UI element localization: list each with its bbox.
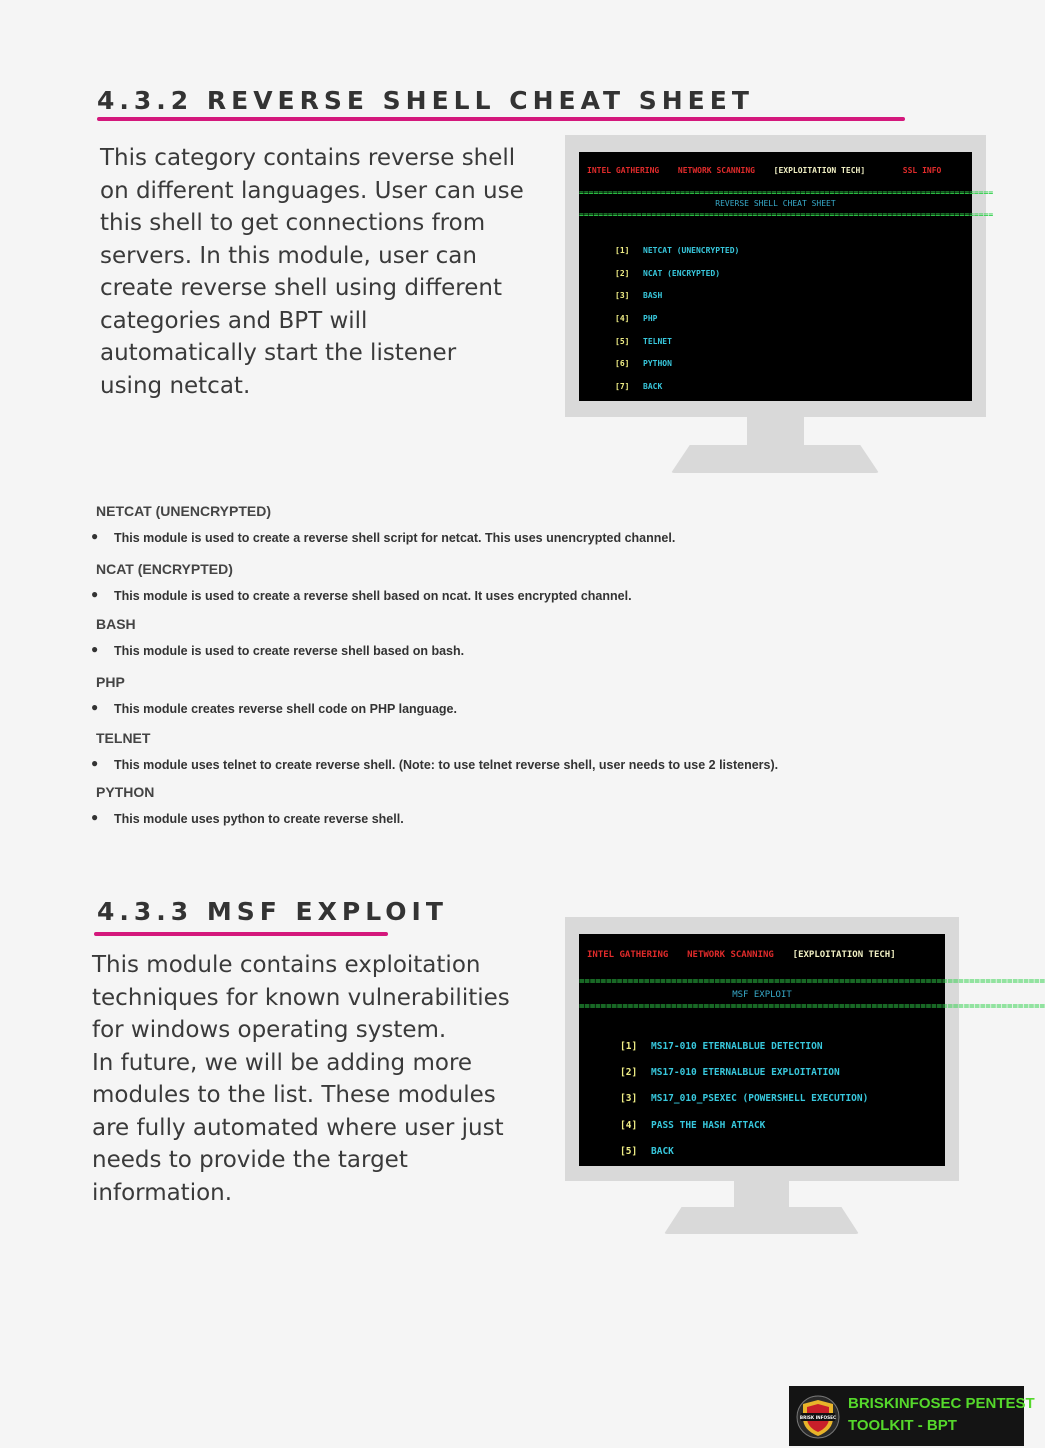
section-underline <box>94 932 388 936</box>
intro-line: In future, we will be adding more <box>92 1049 473 1076</box>
item-label: TELNET <box>643 337 672 346</box>
intro-line: this shell to get connections from <box>100 210 486 236</box>
item-key: [4] <box>620 1120 638 1131</box>
intro-line: This module contains exploitation <box>92 952 481 978</box>
module-desc: This module creates reverse shell code on PHP language. <box>114 702 457 716</box>
intro-line: categories and BPT will <box>100 307 368 334</box>
module-name: PYTHON <box>96 784 155 800</box>
bullet-icon: ● <box>91 642 99 656</box>
menu-item: SSL INFO <box>902 166 942 175</box>
bullet-icon: ● <box>91 587 99 601</box>
item-label: PYTHON <box>643 359 672 368</box>
monitor-neck <box>734 1181 789 1209</box>
module-desc: This module uses telnet to create reverse shell. (Note: to use telnet reverse shell, user needs to use 2 listeners). <box>114 758 779 772</box>
intro-line: for windows operating system. <box>92 1017 447 1043</box>
intro-line: using netcat. <box>100 372 251 399</box>
terminal-item <box>620 1067 840 1078</box>
module-name: NETCAT (UNENCRYPTED) <box>96 503 271 519</box>
terminal-menu <box>587 950 896 960</box>
intro-line: information. <box>92 1179 233 1206</box>
module-name: PHP <box>96 674 125 690</box>
bullet-icon: ● <box>91 810 99 824</box>
item-key: [1] <box>615 246 630 255</box>
module-name: BASH <box>96 616 136 632</box>
terminal-menu <box>587 166 941 175</box>
menu-item: INTEL GATHERING <box>587 166 660 175</box>
item-label: NCAT (ENCRYPTED) <box>643 269 721 278</box>
bullet-icon: ● <box>91 700 99 714</box>
intro-line: needs to provide the target <box>92 1147 408 1173</box>
item-key: [3] <box>615 291 630 300</box>
intro-line: modules to the list. These modules <box>92 1082 496 1108</box>
module-desc: This module uses python to create reverse shell. <box>114 812 404 826</box>
monitor-reverse-shell <box>565 135 994 475</box>
terminal-item <box>615 246 739 255</box>
intro-line: on different languages. User can use <box>100 177 524 204</box>
item-label: BACK <box>643 382 663 391</box>
terminal-item <box>615 291 662 300</box>
item-key: [5] <box>620 1146 638 1157</box>
badge-title <box>848 1393 1035 1437</box>
item-key: [2] <box>615 269 630 278</box>
bullet-icon: ● <box>91 529 99 543</box>
item-key: [6] <box>615 359 630 368</box>
module-name: TELNET <box>96 730 151 746</box>
module-name: NCAT (ENCRYPTED) <box>96 561 233 577</box>
item-label: MS17-010 ETERNALBLUE DETECTION <box>651 1041 823 1052</box>
module-desc: This module is used to create a reverse shell based on ncat. It uses encrypted channel. <box>114 589 632 603</box>
msf-exploit-intro <box>92 949 552 1209</box>
item-label: PHP <box>643 314 658 323</box>
terminal-item <box>620 1120 765 1131</box>
terminal-separator: ====================================================================================== <box>579 210 994 219</box>
item-key: [5] <box>615 337 630 346</box>
badge-line: BRISKINFOSEC PENTEST <box>848 1395 1035 1412</box>
intro-line: servers. In this module, user can <box>100 242 477 269</box>
intro-line: are fully automated where user just <box>92 1114 504 1141</box>
monitor-base <box>664 1207 859 1234</box>
terminal-item <box>615 337 672 346</box>
intro-line: techniques for known vulnerabilities <box>92 984 510 1011</box>
terminal-item <box>615 269 720 278</box>
intro-line: create reverse shell using different <box>100 275 503 301</box>
menu-item-active: [EXPLOITATION TECH] <box>773 166 866 175</box>
item-key: [1] <box>620 1041 638 1052</box>
logo-text: BRISK INFOSEC <box>799 1415 837 1420</box>
monitor-base <box>671 445 879 473</box>
monitor-msf-exploit <box>565 917 1045 1235</box>
reverse-shell-intro <box>100 142 550 402</box>
terminal-separator: ====================================================================================== <box>579 1002 1045 1012</box>
item-key: [7] <box>615 382 630 391</box>
section-underline <box>97 117 905 121</box>
brand-badge <box>789 1386 1035 1446</box>
item-key: [4] <box>615 314 630 323</box>
menu-item: NETWORK SCANNING <box>677 166 755 175</box>
terminal-item <box>615 382 662 391</box>
intro-line: automatically start the listener <box>100 340 457 366</box>
terminal-subtitle: REVERSE SHELL CHEAT SHEET <box>715 199 836 208</box>
module-desc: This module is used to create a reverse shell script for netcat. This uses unencrypted channel. <box>114 531 676 545</box>
item-label: NETCAT (UNENCRYPTED) <box>643 246 740 255</box>
item-key: [3] <box>620 1093 638 1104</box>
item-key: [2] <box>620 1067 638 1078</box>
terminal-separator: ====================================================================================== <box>579 977 1045 987</box>
intro-line: This category contains reverse shell <box>100 145 516 171</box>
item-label: MS17-010 ETERNALBLUE EXPLOITATION <box>651 1067 840 1078</box>
module-desc: This module is used to create reverse shell based on bash. <box>114 644 465 658</box>
section-title-msf-exploit: 4.3.3 MSF EXPLOIT <box>97 897 448 926</box>
module-list <box>91 503 976 833</box>
terminal-screen <box>579 934 1045 1166</box>
terminal-separator: ====================================================================================== <box>579 188 994 197</box>
bullet-icon: ● <box>91 756 99 770</box>
monitor-neck <box>747 417 804 447</box>
terminal-subtitle: MSF EXPLOIT <box>732 990 792 1000</box>
terminal-item <box>620 1093 868 1104</box>
item-label: PASS THE HASH ATTACK <box>651 1120 766 1131</box>
terminal-item <box>620 1041 823 1052</box>
menu-item-active: [EXPLOITATION TECH] <box>792 950 896 960</box>
terminal-item <box>615 359 672 368</box>
section-title-reverse-shell: 4.3.2 REVERSE SHELL CHEAT SHEET <box>97 86 754 115</box>
item-label: BASH <box>643 291 663 300</box>
terminal-item <box>615 314 657 323</box>
menu-item: INTEL GATHERING <box>587 950 669 960</box>
item-label: BACK <box>651 1146 674 1157</box>
shield-logo-icon <box>795 1394 841 1440</box>
badge-line: TOOLKIT - BPT <box>848 1417 957 1434</box>
terminal-screen <box>579 152 994 401</box>
item-label: MS17_010_PSEXEC (POWERSHELL EXECUTION) <box>651 1093 869 1104</box>
menu-item: NETWORK SCANNING <box>687 950 774 960</box>
terminal-item <box>620 1146 674 1157</box>
